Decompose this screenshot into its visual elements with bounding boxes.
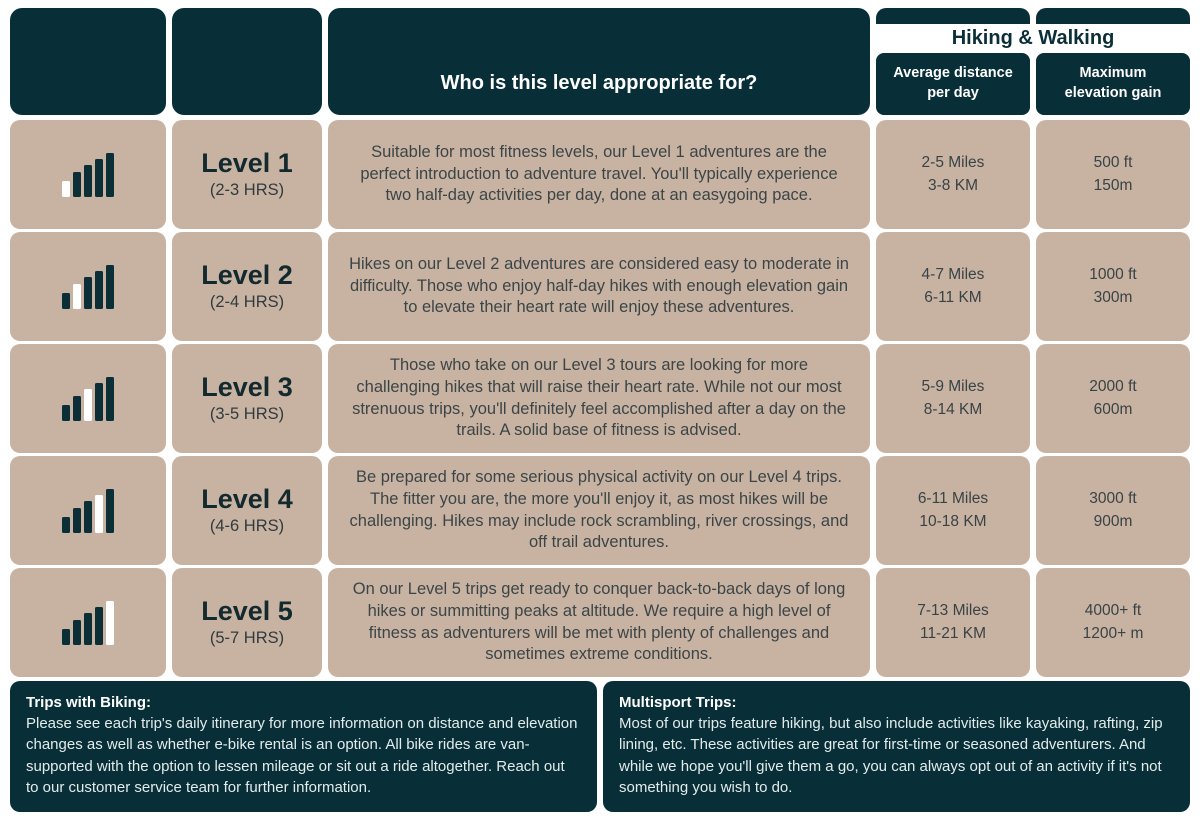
level-5-distance-cell bbox=[876, 568, 1030, 677]
level-name: Level 1 bbox=[201, 147, 293, 178]
who-title: Who is this level appropriate for? bbox=[440, 72, 758, 94]
elevation-ft: 3000 ft bbox=[1089, 490, 1137, 508]
hiking-walking-header-group bbox=[876, 8, 1190, 115]
bar-5 bbox=[106, 377, 114, 421]
bar-2 bbox=[73, 284, 81, 309]
signal-bars-icon bbox=[62, 489, 114, 533]
level-3-label-cell bbox=[172, 344, 322, 453]
elevation-ft: 500 ft bbox=[1093, 154, 1133, 172]
elevation-ft: 4000+ ft bbox=[1084, 602, 1142, 620]
level-4-description-cell bbox=[328, 456, 870, 565]
bar-4 bbox=[95, 271, 103, 309]
column-header-line: Average distance bbox=[893, 65, 1013, 82]
level-4-distance-cell bbox=[876, 456, 1030, 565]
level-3-icon-cell bbox=[10, 344, 166, 453]
level-5-label-cell bbox=[172, 568, 322, 677]
level-2-icon-cell bbox=[10, 232, 166, 341]
header-cell-description-column bbox=[328, 8, 870, 115]
elevation-ft: 2000 ft bbox=[1089, 378, 1137, 396]
level-hours: (5-7 HRS) bbox=[209, 629, 285, 648]
bar-2 bbox=[73, 508, 81, 533]
distance-km: 11-21 KM bbox=[919, 624, 987, 642]
column-header-line: Maximum bbox=[1079, 65, 1147, 82]
level-hours: (3-5 HRS) bbox=[209, 405, 285, 424]
footnote-title: Trips with Biking: bbox=[26, 694, 152, 711]
level-2-description-cell bbox=[328, 232, 870, 341]
header-cap-elevation bbox=[1036, 8, 1190, 24]
distance-miles: 4-7 Miles bbox=[921, 266, 985, 284]
level-description: Suitable for most fitness levels, our Level 1 adventures are the perfect introduction to adventure travel. You'll typically experience two half-day activities per day, done at an easygoing pace. bbox=[360, 142, 838, 205]
distance-km: 10-18 KM bbox=[919, 512, 987, 530]
level-description: Hikes on our Level 2 adventures are considered easy to moderate in difficulty. Those who enjoy half-day hikes with enough elevation gain to elevate their heart rate will enjoy these adventures. bbox=[349, 254, 849, 317]
level-name: Level 2 bbox=[201, 259, 293, 290]
table-row-level-2 bbox=[10, 232, 1190, 341]
bar-5 bbox=[106, 265, 114, 309]
bar-4 bbox=[95, 607, 103, 645]
column-header-line: per day bbox=[927, 85, 979, 101]
footnote-multisport-trips bbox=[603, 681, 1190, 812]
level-2-label-cell bbox=[172, 232, 322, 341]
level-2-elevation-cell bbox=[1036, 232, 1190, 341]
bar-3 bbox=[84, 613, 92, 645]
bar-2 bbox=[73, 172, 81, 197]
level-1-label-cell bbox=[172, 120, 322, 229]
level-5-elevation-cell bbox=[1036, 568, 1190, 677]
table-row-level-1 bbox=[10, 120, 1190, 229]
bar-4 bbox=[95, 159, 103, 197]
bar-3 bbox=[84, 277, 92, 309]
distance-miles: 7-13 Miles bbox=[917, 602, 989, 620]
level-description: On our Level 5 trips get ready to conquer back-to-back days of long hikes or summitting peaks at altitude. We require a high level of fitness as adventurers will be met with plenty of challenges and sometimes extreme conditions. bbox=[352, 579, 846, 664]
header-cell-level-column bbox=[172, 8, 322, 115]
column-header-max-elevation bbox=[1036, 53, 1190, 115]
level-description: Be prepared for some serious physical activity on our Level 4 trips. The fitter you are, the more you'll enjoy it, as most hikes will be challenging. Hikes may include rock scrambling, river crossings, and off trail adventures. bbox=[349, 467, 849, 552]
elevation-m: 900m bbox=[1093, 512, 1133, 530]
level-5-icon-cell bbox=[10, 568, 166, 677]
level-2-distance-cell bbox=[876, 232, 1030, 341]
footnote-title: Multisport Trips: bbox=[619, 694, 737, 711]
hiking-walking-band bbox=[876, 24, 1190, 53]
table-row-level-4 bbox=[10, 456, 1190, 565]
bar-1 bbox=[62, 293, 70, 309]
elevation-m: 1200+ m bbox=[1082, 624, 1144, 642]
bar-4 bbox=[95, 495, 103, 533]
level-name: Level 4 bbox=[201, 483, 293, 514]
elevation-m: 300m bbox=[1093, 288, 1133, 306]
column-header-line: elevation gain bbox=[1064, 85, 1162, 101]
level-4-elevation-cell bbox=[1036, 456, 1190, 565]
distance-miles: 6-11 Miles bbox=[917, 490, 989, 508]
bar-1 bbox=[62, 517, 70, 533]
elevation-m: 600m bbox=[1093, 400, 1133, 418]
hiking-walking-title: Hiking & Walking bbox=[951, 27, 1115, 49]
level-1-description-cell bbox=[328, 120, 870, 229]
signal-bars-icon bbox=[62, 601, 114, 645]
bar-3 bbox=[84, 389, 92, 421]
footnote-body: Please see each trip's daily itinerary for more information on distance and elevation changes as well as whether e-bike rental is an option. All bike rides are van-supported with the option to lessen mileage or sit out a ride altogether. Reach out to our customer service team for further information. bbox=[26, 715, 578, 796]
level-5-description-cell bbox=[328, 568, 870, 677]
level-name: Level 3 bbox=[201, 371, 293, 402]
distance-miles: 5-9 Miles bbox=[921, 378, 985, 396]
level-3-description-cell bbox=[328, 344, 870, 453]
level-3-elevation-cell bbox=[1036, 344, 1190, 453]
bar-1 bbox=[62, 181, 70, 197]
footnote-body: Most of our trips feature hiking, but also include activities like kayaking, rafting, zip lining, etc. These activities are great for first-time or seasoned adventurers. And while we hope you'll give them a go, you can always opt out of an activity if it's not something you wish to do. bbox=[619, 715, 1163, 796]
level-4-icon-cell bbox=[10, 456, 166, 565]
bar-3 bbox=[84, 165, 92, 197]
bar-1 bbox=[62, 629, 70, 645]
distance-miles: 2-5 Miles bbox=[921, 154, 985, 172]
column-header-average-distance bbox=[876, 53, 1030, 115]
level-1-distance-cell bbox=[876, 120, 1030, 229]
table-header-row bbox=[10, 8, 1190, 115]
bar-5 bbox=[106, 601, 114, 645]
bar-5 bbox=[106, 153, 114, 197]
level-3-distance-cell bbox=[876, 344, 1030, 453]
table-row-level-3 bbox=[10, 344, 1190, 453]
bar-3 bbox=[84, 501, 92, 533]
level-hours: (4-6 HRS) bbox=[209, 517, 285, 536]
bar-1 bbox=[62, 405, 70, 421]
distance-km: 3-8 KM bbox=[928, 176, 978, 194]
level-name: Level 5 bbox=[201, 595, 293, 626]
bar-4 bbox=[95, 383, 103, 421]
footnote-trips-with-biking bbox=[10, 681, 597, 812]
bar-5 bbox=[106, 489, 114, 533]
level-description: Those who take on our Level 3 tours are looking for more challenging hikes that will raise their heart rate. While not our most strenuous trips, you'll definitely feel accomplished after a day on the trails. A solid base of fitness is advised. bbox=[352, 355, 846, 440]
header-subcolumns bbox=[876, 53, 1190, 115]
level-hours: (2-3 HRS) bbox=[209, 181, 285, 200]
header-cap-distance bbox=[876, 8, 1030, 24]
distance-km: 8-14 KM bbox=[923, 400, 983, 418]
level-4-label-cell bbox=[172, 456, 322, 565]
footnotes bbox=[10, 681, 1190, 812]
level-1-elevation-cell bbox=[1036, 120, 1190, 229]
bar-2 bbox=[73, 620, 81, 645]
header-cell-icon-column bbox=[10, 8, 166, 115]
level-hours: (2-4 HRS) bbox=[209, 293, 285, 312]
header-caps bbox=[876, 8, 1190, 24]
distance-km: 6-11 KM bbox=[924, 288, 982, 306]
signal-bars-icon bbox=[62, 377, 114, 421]
signal-bars-icon bbox=[62, 153, 114, 197]
elevation-m: 150m bbox=[1093, 176, 1133, 194]
bar-2 bbox=[73, 396, 81, 421]
table-row-level-5 bbox=[10, 568, 1190, 677]
signal-bars-icon bbox=[62, 265, 114, 309]
level-1-icon-cell bbox=[10, 120, 166, 229]
elevation-ft: 1000 ft bbox=[1089, 266, 1137, 284]
